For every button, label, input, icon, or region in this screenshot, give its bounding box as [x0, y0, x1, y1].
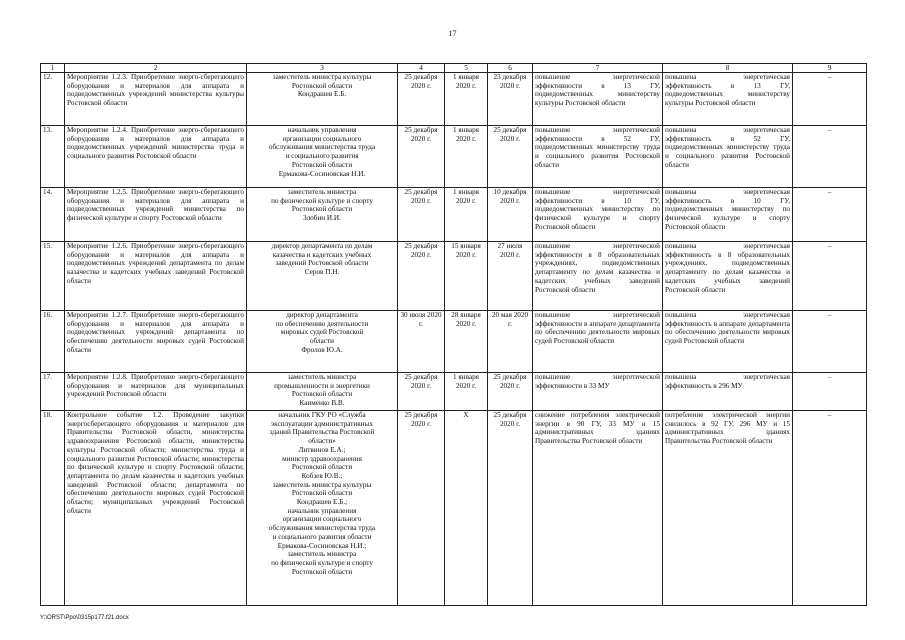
actual-result: повышена энергетическая эффективность в 52 ГУ, подведомственных министерству труда и социального развития Ростовской области — [663, 126, 793, 188]
responsible-person: начальник ГКУ РО «Служба эксплуатации административных зданий Правительства Ростовской области» Литвинов Е.А.; министр здравоохранения Ростовской области Кобзев Ю.В.; заместитель министра культуры Ростовской области Кондрашев Е.Б.; начальник управления организации социального обслуживания министерства труда и социального развития области Ермакова-Сосиновская Н.И.; заместитель министра по физической культуре и спорту Ростовской области — [247, 411, 398, 606]
page-number: 17 — [448, 29, 457, 38]
start-date: 25 декабря 2020 г. — [398, 188, 445, 242]
actual-result: потребление электрической энергии снизилось в 92 ГУ, 296 МУ и 15 административных зданиях Правительства Ростовской области — [663, 411, 793, 606]
header-col-5: 5 — [445, 64, 488, 73]
event-name: Мероприятие 1.2.4. Приобретение энерго-сберегающего оборудования и материалов для аппарата и подведомственных учреждений министерства труда и социального развития Ростовской области — [65, 126, 247, 188]
actual-result: повышена энергетическая эффективность в 10 ГУ, подведомственных министерству по физической культуре и спорту Ростовской области — [663, 188, 793, 242]
fact-date: 25 декабря 2020 г. — [488, 126, 533, 188]
table-row — [41, 311, 867, 373]
planned-result: повышение энергетической эффективности в 52 ГУ, подведомственных министерству труда и социального развития Ростовской области — [533, 126, 663, 188]
actual-result: повышена энергетическая эффективность в аппарате департамента по обеспечению деятельности мировых судей Ростовской области — [663, 311, 793, 373]
table-row — [41, 73, 867, 126]
planned-result: повышение энергетической эффективности в 10 ГУ, подведомственных министерству по физической культуре и спорту Ростовской области — [533, 188, 663, 242]
note: – — [793, 73, 867, 126]
fact-date: 25 декабря 2020 г. — [488, 411, 533, 606]
table-row — [41, 373, 867, 411]
responsible-person: директор департамента по делам казачества и кадетских учебных заведений Ростовской области Серов П.Н. — [247, 242, 398, 311]
actual-result: повышена энергетическая эффективность в 13 ГУ, подведомственных министерству культуры Ростовской области — [663, 73, 793, 126]
table-row — [41, 242, 867, 311]
header-col-2: 2 — [65, 64, 247, 73]
planned-result: снижение потребления электрической энергии в 90 ГУ, 33 МУ и 15 административных зданиях Правительства Ростовской области — [533, 411, 663, 606]
fact-date: 25 декабря 2020 г. — [488, 373, 533, 411]
note: – — [793, 188, 867, 242]
table-row — [41, 188, 867, 242]
header-col-8: 8 — [663, 64, 793, 73]
fact-date: 10 декабря 2020 г. — [488, 188, 533, 242]
plan-date: 1 января 2020 г. — [445, 73, 488, 126]
fact-date: 27 июля 2020 г. — [488, 242, 533, 311]
planned-result: повышение энергетической эффективности в аппарате департамента по обеспечению деятельности мировых судей Ростовской области — [533, 311, 663, 373]
note: – — [793, 126, 867, 188]
plan-date: 15 января 2020 г. — [445, 242, 488, 311]
row-number: 18. — [41, 411, 65, 606]
note: – — [793, 373, 867, 411]
row-number: 16. — [41, 311, 65, 373]
note: – — [793, 242, 867, 311]
event-name: Мероприятие 1.2.6. Приобретение энерго-сберегающего оборудования и материалов для аппарата и подведомственных учреждений департамента по делам казачества и кадетских учебных заведений Ростовской области — [65, 242, 247, 311]
responsible-person: заместитель министра промышленности и энергетики Ростовской области Каименко В.В. — [247, 373, 398, 411]
planned-result: повышение энергетической эффективности в 13 ГУ, подведомственных министерству культуры Ростовской области — [533, 73, 663, 126]
plan-date: X — [445, 411, 488, 606]
responsible-person: директор департамента по обеспечению деятельности мировых судей Ростовской области Фролов Ю.А. — [247, 311, 398, 373]
row-number: 13. — [41, 126, 65, 188]
event-name: Мероприятие 1.2.5. Приобретение энерго-сберегающего оборудования и материалов для аппарата и подведомственных учреждений министерства по физической культуре и спорту Ростовской области — [65, 188, 247, 242]
start-date: 25 декабря 2020 г. — [398, 73, 445, 126]
report-table — [40, 63, 867, 606]
table-row — [41, 126, 867, 188]
row-number: 17. — [41, 373, 65, 411]
row-number: 15. — [41, 242, 65, 311]
start-date: 25 декабря 2020 г. — [398, 242, 445, 311]
file-path-footer: Y:\ORST\Ppo\0315p177.f21.docx — [40, 615, 129, 621]
start-date: 30 июля 2020 г. — [398, 311, 445, 373]
header-col-1: 1 — [41, 64, 65, 73]
plan-date: 1 января 2020 г. — [445, 126, 488, 188]
table-row — [41, 411, 867, 606]
plan-date: 1 января 2020 г. — [445, 373, 488, 411]
header-row — [41, 64, 867, 73]
start-date: 25 декабря 2020 г. — [398, 373, 445, 411]
event-name: Мероприятие 1.2.7. Приобретение энерго-сберегающего оборудования и материалов для аппарата и подведомственных учреждений департамента по обеспечению деятельности мировых судей Ростовской области — [65, 311, 247, 373]
responsible-person: начальник управления организации социального обслуживания министерства труда и социального развития Ростовской области Ермакова-Сосиновская Н.И. — [247, 126, 398, 188]
header-col-7: 7 — [533, 64, 663, 73]
actual-result: повышена энергетическая эффективность в 8 образовательных учреждениях, подведомственных департаменту по делам казачества и кадетских учебных заведений Ростовской области — [663, 242, 793, 311]
event-name: Мероприятие 1.2.3. Приобретение энерго-сберегающего оборудования и материалов для аппарата и подведомственных учреждений министерства культуры Ростовской области — [65, 73, 247, 126]
plan-date: 28 января 2020 г. — [445, 311, 488, 373]
header-col-9: 9 — [793, 64, 867, 73]
event-name: Контрольное событие 1.2. Проведение закупки энергосберегающего оборудования и материалов для Правительства Ростовской области, министерства здравоохранения Ростовской области, министерства культуры Ростовской области; министерства труда и социального развития Ростовской области; министерства по физической культуре и спорту Ростовской области; департамента по делам казачества и кадетских учебных заведений Ростовской области; департамента по обеспечению деятельности мировых судей Ростовской области; муниципальных учреждений Ростовской области — [65, 411, 247, 606]
start-date: 25 декабря 2020 г. — [398, 411, 445, 606]
header-col-6: 6 — [488, 64, 533, 73]
fact-date: 23 декабря 2020 г. — [488, 73, 533, 126]
start-date: 25 декабря 2020 г. — [398, 126, 445, 188]
responsible-person: заместитель министра культуры Ростовской области Кондрашев Е.Б. — [247, 73, 398, 126]
actual-result: повышена энергетическая эффективность в 296 МУ — [663, 373, 793, 411]
planned-result: повышение энергетической эффективности в 8 образовательных учреждениях, подведомственных департаменту по делам казачества и кадетских учебных заведений Ростовской области — [533, 242, 663, 311]
row-number: 14. — [41, 188, 65, 242]
plan-date: 1 января 2020 г. — [445, 188, 488, 242]
header-col-4: 4 — [398, 64, 445, 73]
planned-result: повышение энергетической эффективности в 33 МУ — [533, 373, 663, 411]
note: – — [793, 311, 867, 373]
event-name: Мероприятие 1.2.8. Приобретение энерго-сберегающего оборудования и материалов для муниципальных учреждений Ростовской области — [65, 373, 247, 411]
header-col-3: 3 — [247, 64, 398, 73]
responsible-person: заместитель министра по физической культуре и спорту Ростовской области Злобин И.И. — [247, 188, 398, 242]
note: – — [793, 411, 867, 606]
fact-date: 20 мая 2020 г. — [488, 311, 533, 373]
row-number: 12. — [41, 73, 65, 126]
